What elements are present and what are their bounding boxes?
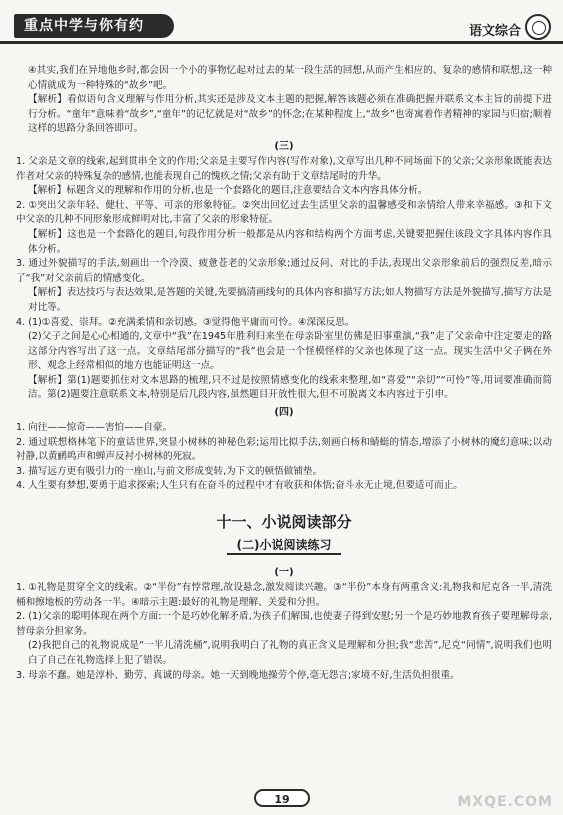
section-subtitle: (二)小说阅读练习 [227,537,342,555]
answer-paragraph: 1. 父亲是文章的线索,起到贯串全文的作用;父亲是主要写作内容(写作对象),文章写出几种不同场面下的父亲;父亲形象既能表达作者对父亲的特殊复杂的感情,也能表现自己的愧疚之情;父亲有助于文章结尾时的升华。 [16,155,552,182]
answer-paragraph: 4. 人生要有梦想,要勇于追求探索;人生只有在奋斗的过程中才有收获和体悟;奋斗永无止境,但要适可而止。 [16,480,463,492]
answer-paragraph: 【解析】这也是一个套路化的题目,句段作用分析一般都是从内容和结构两个方面考虑,关键要把握住该段文字具体内容作具体分析。 [28,228,552,255]
answer-paragraph: 【解析】看似语句含义理解与作用分析,其实还是涉及文本主题的把握,解答该题必须在准确把握并联系文本主旨的前提下进行分析。“童年”意味着“故乡”,“童年”的记忆就是对“故乡”的怀念;在某种程度上,“故乡”也寄寓着作者精神的家园与归宿;顺着这样的思路分条回答即可。 [28,94,552,135]
answer-paragraph: 1. ①礼物是贯穿全文的线索。②“半份”有悖常理,故设悬念,激发阅读兴趣。③“半份”本身有两重含义:礼物我和尼克各一半,清洗桶和擦地板的劳动各一半。④暗示主题:最好的礼物是理解、关爱和分担。 [16,582,552,608]
answer-paragraph: 3. 描写远方更有吸引力的一座山,与前文形成变转,为下文的顿悟做铺垫。 [16,465,323,477]
answer-paragraph: (2)我把自己的礼物说成是“一半儿清洗桶”,说明我明白了礼物的真正含义是理解和分担;我“悲苦”,尼克“同情”,说明我们也明白了自己在礼物选择上犯了错误。 [28,640,552,666]
answer-paragraph: 【解析】标题含义的理解和作用的分析,也是一个套路化的题目,注意要结合文本内容具体分析。 [28,185,428,197]
section-heading: (三) [274,140,294,152]
answer-paragraph: 2. 通过联想格林笔下的童话世界,突显小树林的神秘色彩;运用比拟手法,刻画白杨和蜻蜓的情态,增添了小树林的魔幻意味;以动衬静,以黄鹂鸣声和蝉声反衬小树林的死寂。 [16,436,552,463]
answer-paragraph: 4. (1)①喜爱、崇拜。②充满柔情和亲切感。③觉得他平庸而可怜。④深深反思。 [16,316,355,328]
answer-content [16,64,552,683]
answer-paragraph: ④其实,我们在异地他乡时,都会因一个小的事物忆起对过去的某一段生活的回想,从而产生相应的、复杂的感情和联想,这一种心情就成为一种特殊的“故乡”吧。 [28,65,552,91]
section-heading: (四) [274,407,294,419]
answer-paragraph: 2. ①突出父亲年轻、健壮、平等、可亲的形象特征。②突出回忆过去生活里父亲的温馨感受和亲情给人带来幸福感。③和下文中父亲的几种不同形象形成鲜明对比,丰富了父亲的形象特征。 [16,199,552,226]
answer-paragraph: 3. 母亲不蠢。她是淳朴、勤劳、真诚的母亲。她一天到晚地操劳个停,毫无怨言;家境不好,生活负担很重。 [16,669,460,681]
answer-paragraph: (2)父子之间是心心相通的,文章中“我”在1945年胜利归来坐在母亲卧室里仿佛是旧事重演,“我”走了父亲命中注定要走的路这部分内容写出了这一点。文章结尾部分描写的“我”也会是一个怪模怪样的父亲也体现了这一点。现实生活中父子俩在外形、观念上经常相似的地方也能证明这一点。 [28,331,552,372]
answer-paragraph: 2. (1)父亲的聪明体现在两个方面:一个是巧妙化解矛盾,为孩子们解围,也使妻子得到安慰;另一个是巧妙地教育孩子要理解母亲,替母亲分担家务。 [16,611,552,637]
header-rule [0,41,563,44]
page-footer [0,786,563,815]
watermark: MXQE.COM [457,794,553,810]
series-banner: 重点中学与你有约 [14,14,174,38]
answer-paragraph: 3. 通过外貌描写的手法,刻画出一个冷漠、疲惫苍老的父亲形象;通过反问、对比的手法,表现出父亲形象前后的强烈反差,暗示了“我”对父亲前后的情感变化。 [16,258,552,284]
answer-paragraph: 【解析】表达技巧与表达效果,是答题的关键,先要搞清画线句的具体内容和描写方法;如人物描写方法是外貌描写,描写方法是对比等。 [28,287,552,313]
answer-paragraph: 1. 向往——惊奇——害怕——自豪。 [16,422,173,434]
answer-blocks-part2 [16,565,552,683]
page-header [0,0,563,54]
school-seal-icon [525,14,551,40]
subject-label: 语文综合 [468,24,521,39]
section-title: 十一、小说阅读部分 [216,513,352,532]
answer-paragraph: 【解析】第(1)题要抓住对文本思路的梳理,只不过是按照情感变化的线索来整理,如“喜爱”“亲切”“可怜”等,用词要准确而简洁。第(2)题要注意联系文本,特别是后几段内容,虽然题目开放性很大,但不可脱离文本内容过于引申。 [28,374,552,401]
section-subtitle-wrap [16,534,552,555]
page-number: 19 [254,789,310,807]
answer-blocks-part1 [16,64,552,494]
section-heading: (一) [274,567,294,579]
